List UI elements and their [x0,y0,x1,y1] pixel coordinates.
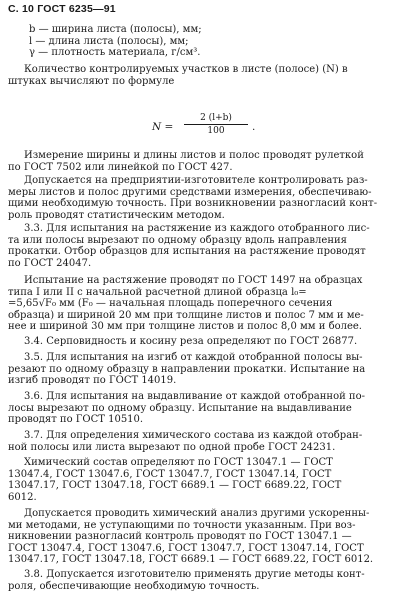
formula-denominator: 100 [207,126,225,136]
paragraph-allowed: Допускается на предприятии-изготовителе контролировать раз- меры листов и полос другими средствами измерения, обеспечиваю- щими необходимую точность. При возникновении разногласий конт- роль проводят статистическим методом. [8,175,378,221]
definition-item: γ — плотность материала, г/см³. [29,47,201,59]
formula-lhs: N = [152,121,174,133]
paragraph-other: Допускается проводить химический анализ другими ускоренны- ми методами, не уступающими по точности указанным. При воз- никновении разногласий контроль проводят по ГОСТ 13047.1 — ГОСТ 13047.4, ГОСТ 13047.6, ГОСТ 13047.7, ГОСТ 13047.14, ГОСТ 13047.17, ГОСТ 13047.18, ГОСТ 6689.1 — ГОСТ 6689.22, ГОСТ 6012. [8,508,374,566]
paragraph-3-6: 3.6. Для испытания на выдавливание от каждой отобранной по- лосы вырезают по одному образцу. Испытание на выдавливание проводят по ГОСТ 10510. [8,391,365,426]
paragraph-3-4: 3.4. Серповидность и косину реза определяют по ГОСТ 26877. [24,336,358,347]
paragraph-3-5: 3.5. Для испытания на изгиб от каждой отобранной полосы вы- резают по одному образцу в направлении прокатки. Испытание на изгиб проводят по ГОСТ 14019. [8,352,366,387]
formula-fraction [184,113,248,136]
definition-item: b — ширина листа (полосы), мм; [29,24,202,35]
paragraph-3-3: 3.3. Для испытания на растяжение из каждого отобранного лис- та или полосы вырезают по одному образцу вдоль направления прокатки. Отбор образцов для испытания на растяжение проводят по ГОСТ 24047. [8,223,370,269]
formula-tail: . [252,121,256,133]
definition-item: l — длина листа (полосы), мм; [29,35,189,47]
paragraph-intro: Количество контролируемых участков в листе (полосе) (N) в штуках вычисляют по формуле [8,64,348,87]
paragraph-3-7: 3.7. Для определения химического состава из каждой отобран- ной полосы или листа вырезают по одной пробе ГОСТ 24231. [8,430,363,453]
formula-numerator: 2 (l+b) [184,113,248,125]
paragraph-measure: Измерение ширины и длины листов и полос проводят рулеткой по ГОСТ 7502 или линейкой по ГОСТ 427. [8,150,364,173]
paragraph-tensile: Испытание на растяжение проводят по ГОСТ 1497 на образцах типа I или II с начальной расчетной длиной образца l₀= =5,65√F₀ мм (F₀ — начальная площадь поперечного сечения образца) и шириной 20 мм при толщине листов и полос 7 мм и ме- нее и шириной 30 мм при толщине листов и полос 8,0 мм и более. [8,275,364,333]
definitions-list [29,24,202,59]
page-header: С. 10 ГОСТ 6235—91 [8,3,116,15]
paragraph-chem: Химический состав определяют по ГОСТ 13047.1 — ГОСТ 13047.4, ГОСТ 13047.6, ГОСТ 13047.7, ГОСТ 13047.14, ГОСТ 13047.17, ГОСТ 13047.18, ГОСТ 6689.1 — ГОСТ 6689.22, ГОСТ 6012. [8,457,342,503]
paragraph-3-8: 3.8. Допускается изготовителю применять другие методы конт- роля, обеспечивающие необходимую точность. [8,569,365,592]
